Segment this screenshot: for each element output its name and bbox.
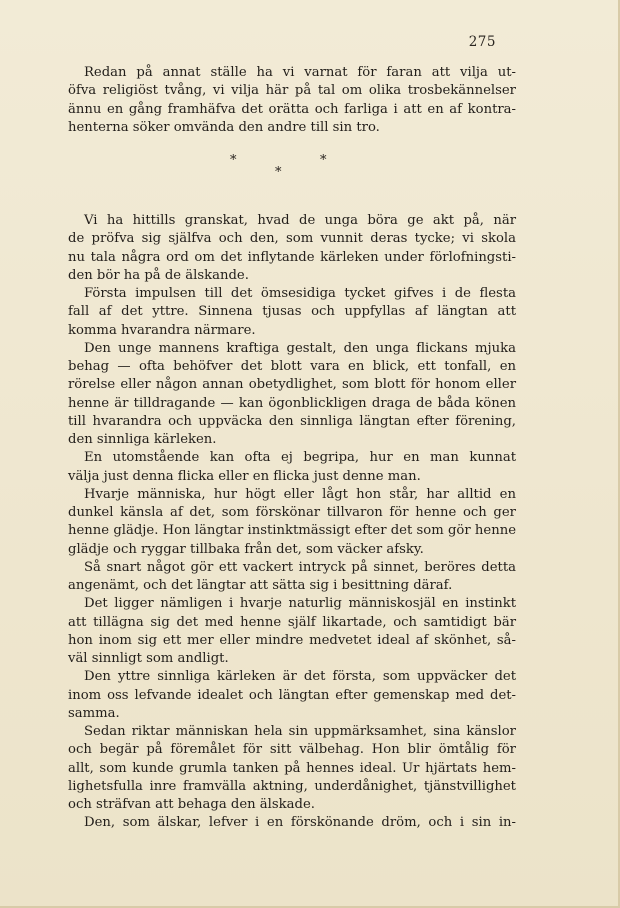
text-line: öfva religiöst tvång, vi vilja här på tal om olika trosbekännelser [68, 83, 516, 99]
separator-asterisk: * [320, 153, 327, 168]
text-line: den sinnliga kärleken. [68, 432, 217, 447]
text-line: nu tala några ord om det inflytande kärleken under förlofningsti- [68, 249, 516, 265]
text-line: och begär på föremålet för sitt välbehag. Hon blir ömtålig för [68, 742, 516, 758]
text-line: behag — ofta behöfver det blott vara en blick, ett tonfall, en [68, 359, 516, 374]
text-line: de pröfva sig själfva och den, som vunnit deras tycke; vi skola [68, 231, 516, 247]
text-line: till hvarandra och uppväcka den sinnliga längtan efter förening, [68, 413, 516, 429]
text-line: henne glädje. Hon längtar instinktmässigt efter det som gör henne [68, 523, 516, 539]
text-line: Sedan riktar människan hela sin uppmärksamhet, sina känslor [84, 724, 516, 739]
text-line: att tillägna sig det med henne själf likartade, och samtidigt bär [68, 614, 516, 630]
text-line: Den yttre sinnliga kärleken är det första, som uppväcker det [84, 669, 516, 685]
text-line: Den unge mannens kraftiga gestalt, den unga flickans mjuka [84, 340, 516, 356]
text-line: fall af det yttre. Sinnena tjusas och uppfyllas af längtan att [68, 304, 516, 320]
text-line: angenämt, och det längtar att sätta sig i besittning däraf. [68, 578, 453, 593]
page-number: 275 [468, 34, 496, 50]
paragraph-block-2 [68, 212, 516, 833]
text-line: hon inom sig ett mer eller mindre medvetet ideal af skönhet, så- [68, 632, 516, 648]
text-line: inom oss lefvande idealet och längtan efter gemenskap med det- [68, 687, 516, 703]
text-line: dunkel känsla af det, som förskönar tillvaron för henne och ger [68, 505, 516, 520]
separator-asterisk: * [230, 153, 237, 168]
text-line: och sträfvan att behaga den älskade. [68, 797, 315, 812]
text-line: Hvarje människa, hur högt eller lågt hon står, har alltid en [84, 486, 516, 502]
text-line: glädje och ryggar tillbaka från det, som väcker afsky. [68, 541, 424, 557]
text-line: Så snart något gör ett vackert intryck på sinnet, beröres detta [84, 559, 516, 575]
text-line: Den, som älskar, lefver i en förskönande dröm, och i sin in- [84, 815, 516, 831]
text-line: allt, som kunde grumla tanken på hennes ideal. Ur hjärtats hem- [68, 760, 516, 776]
text-line: samma. [68, 705, 120, 721]
text-line: väl sinnligt som andligt. [68, 651, 229, 666]
text-line: Det ligger nämligen i hvarje naturlig människosjäl en instinkt [84, 596, 516, 612]
text-line: Första impulsen till det ömsesidiga tycket gifves i de flesta [84, 286, 516, 301]
text-line: Redan på annat ställe ha vi varnat för faran att vilja ut- [84, 65, 516, 80]
text-line: komma hvarandra närmare. [68, 322, 256, 338]
text-line: den bör ha på de älskande. [68, 267, 249, 283]
text-line: Vi ha hittills granskat, hvad de unga böra ge akt på, när [84, 213, 516, 228]
text-line: En utomstående kan ofta ej begripa, hur en man kunnat [84, 450, 516, 466]
text-line: välja just denna flicka eller en flicka just denne man. [68, 468, 421, 484]
paragraph-block-1 [68, 64, 516, 137]
text-line: henne är tilldragande — kan ögonblickligen draga de båda könen [68, 395, 516, 411]
text-line: henterna söker omvända den andre till sin tro. [68, 119, 380, 135]
text-line: rörelse eller någon annan obetydlighet, som blott för honom eller [68, 377, 516, 393]
separator-asterisk: * [275, 165, 282, 180]
text-line: ännu en gång framhäfva det orätta och farliga i att en af kontra- [68, 101, 516, 117]
text-line: lighetsfulla inre framvälla aktning, underdånighet, tjänstvillighet [68, 778, 516, 794]
